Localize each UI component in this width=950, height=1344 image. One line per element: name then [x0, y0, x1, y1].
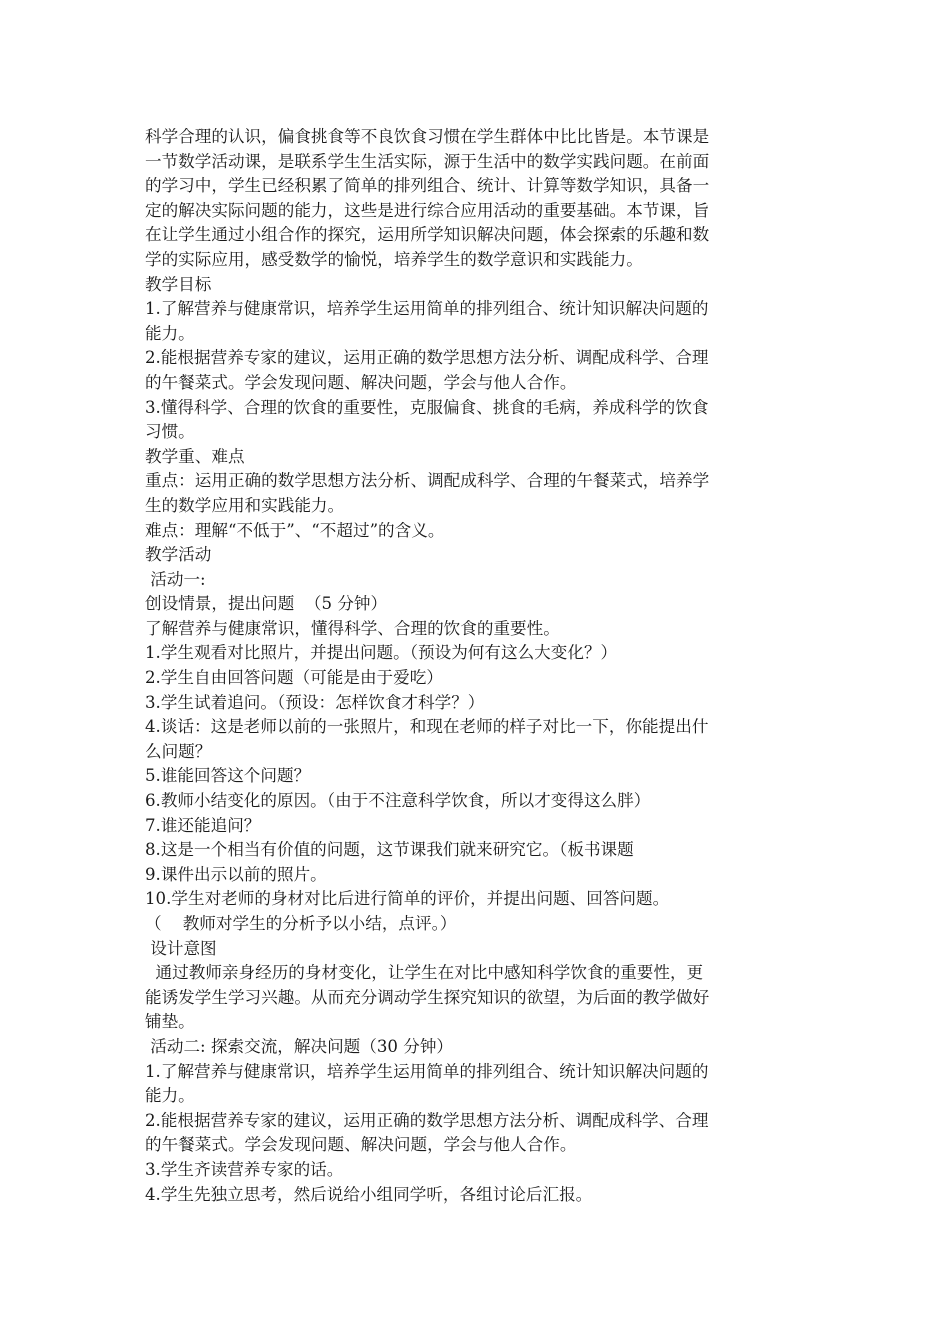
intro-paragraph	[145, 125, 810, 273]
difficult-point: 难点：理解“不低于”、“不超过”的含义。	[145, 520, 445, 540]
activity2-title: 活动二: 探索交流，解决问题（30 分钟）	[145, 1036, 454, 1056]
key-points-heading: 教学重、难点	[145, 446, 245, 466]
activities-heading: 教学活动	[145, 545, 212, 565]
activity1-intro: 了解营养与健康常识，懂得科学、合理的饮食的重要性。	[145, 618, 560, 638]
text-line: 学的实际应用，感受数学的愉悦，培养学生的数学意识和实践能力。	[145, 249, 643, 269]
goal-item-3: 3.懂得科学、合理的饮食的重要性，克服偏食、挑食的毛病，养成科学的饮食 习惯。	[145, 397, 709, 442]
activity2-step-2: 2.能根据营养专家的建议，运用正确的数学思想方法分析、调配成科学、合理 的午餐菜式。学会发现问题、解决问题，学会与他人合作。	[145, 1110, 709, 1155]
activity1-step-9: 9.课件出示以前的照片。	[145, 864, 327, 884]
text-line: 一节数学活动课，是联系学生生活实际，源于生活中的数学实践问题。在前面	[145, 151, 710, 171]
activity2-step-3: 3.学生齐读营养专家的话。	[145, 1159, 344, 1179]
design-heading: 设计意图	[145, 938, 217, 958]
activity1-step-5: 5.谁能回答这个问题？	[145, 766, 311, 786]
activity1-step-1: 1.学生观看对比照片，并提出问题。（预设为何有这么大变化？）	[145, 643, 618, 663]
goal-item-1: 1.了解营养与健康常识，培养学生运用简单的排列组合、统计知识解决问题的 能力。	[145, 299, 709, 343]
activity1-step-6: 6.教师小结变化的原因。（由于不注意科学饮食，所以才变得这么胖）	[145, 791, 651, 811]
goal-item-2: 2.能根据营养专家的建议，运用正确的数学思想方法分析、调配成科学、合理 的午餐菜式。学会发现问题、解决问题，学会与他人合作。	[145, 348, 709, 392]
key-point: 重点：运用正确的数学思想方法分析、调配成科学、合理的午餐菜式，培养学 生的数学应用和实践能力。	[145, 471, 710, 515]
activity1-step-8: 8.这是一个相当有价值的问题，这节课我们就来研究它。（板书课题	[145, 840, 634, 860]
document-page	[145, 125, 810, 1207]
activity2-step-1: 1.了解营养与健康常识，培养学生运用简单的排列组合、统计知识解决问题的 能力。	[145, 1061, 709, 1106]
text-line: 在让学生通过小组合作的探究，运用所学知识解决问题，体会探索的乐趣和数	[145, 225, 710, 245]
text-line: 科学合理的认识，偏食挑食等不良饮食习惯在学生群体中比比皆是。本节课是	[145, 127, 710, 146]
activity1-note: （ 教师对学生的分析予以小结，点评。）	[145, 914, 457, 933]
activity1-step-2: 2.学生自由回答问题（可能是由于爱吃）	[145, 668, 443, 688]
activity1-step-7: 7.谁还能追问？	[145, 815, 261, 835]
text-line: 的学习中，学生已经积累了简单的排列组合、统计、计算等数学知识，具备一	[145, 176, 710, 196]
activity1-title: 创设情景，提出问题 （5 分钟）	[145, 594, 388, 614]
goals-heading: 教学目标	[145, 274, 212, 294]
activity2-step-4: 4.学生先独立思考，然后说给小组同学听，各组讨论后汇报。	[145, 1184, 593, 1204]
text-line: 定的解决实际问题的能力，这些是进行综合应用活动的重要基础。本节课，旨	[145, 200, 710, 220]
activity1-step-3: 3.学生试着追问。（预设：怎样饮食才科学？）	[145, 692, 485, 712]
activity1-step-10: 10.学生对老师的身材对比后进行简单的评价，并提出问题、回答问题。	[145, 889, 670, 909]
activity1-label: 活动一:	[145, 569, 206, 589]
activity1-step-4: 4.谈话：这是老师以前的一张照片，和现在老师的样子对比一下，你能提出什 么问题？	[145, 717, 709, 761]
design-text: 通过教师亲身经历的身材变化，让学生在对比中感知科学饮食的重要性，更 能诱发学生学习兴趣。从而充分调动学生探究知识的欲望，为后面的教学做好 铺垫。	[145, 963, 710, 1032]
